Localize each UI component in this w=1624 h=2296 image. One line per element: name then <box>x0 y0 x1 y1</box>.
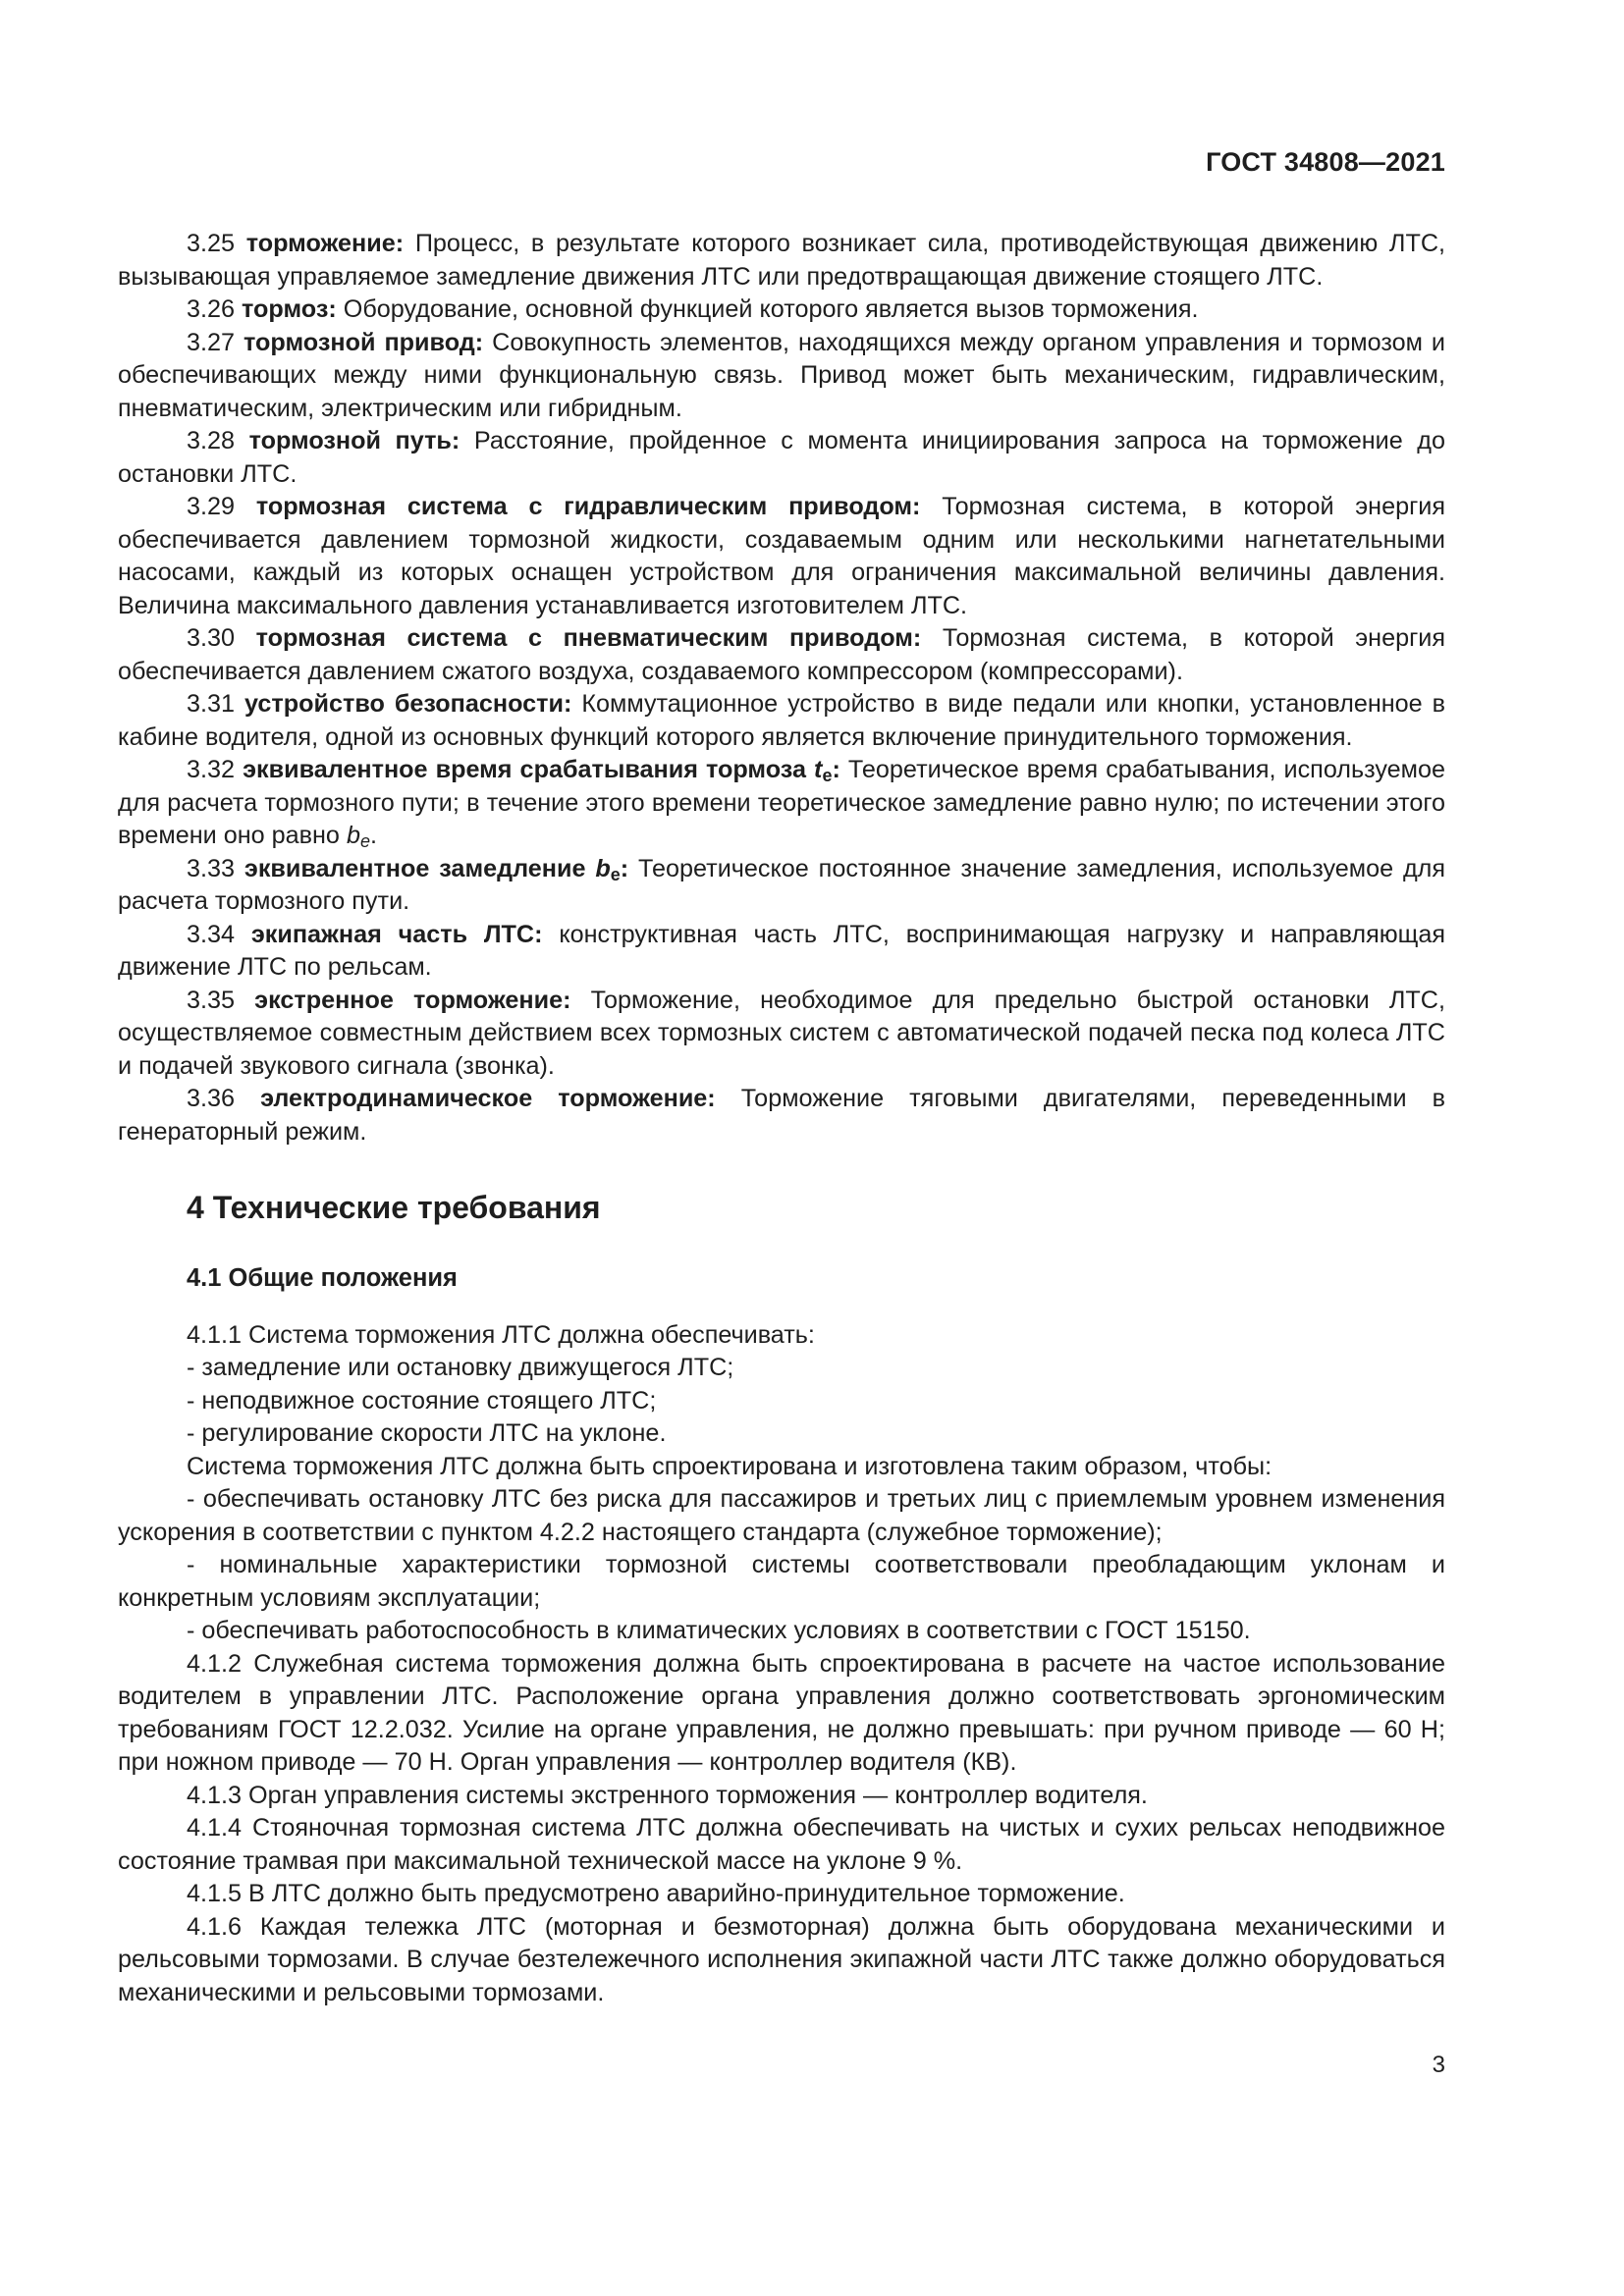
definition-term: экипажная часть ЛТС: <box>250 920 543 948</box>
definition-item: 3.31 устройство безопасности: Коммутационное устройство в виде педали или кнопки, установленное в кабине водителя, одной из основных функций которого является включение принудительного торможения. <box>118 690 1446 751</box>
definition-term: торможение: <box>245 230 405 257</box>
list-item: - неподвижное состояние стоящего ЛТС; <box>187 1386 657 1415</box>
list-item: - обеспечивать работоспособность в климатических условиях в соответствии с ГОСТ 15150. <box>187 1617 1251 1644</box>
definition-3-32: 3.32 эквивалентное время срабатывания тормоза $t_e$: Теоретическое время срабатывания, используемое для расчета тормозного пути; в течение этого времени теоретическое замедление равно нулю; по истечении этого времени оно равно $b_e$. <box>118 756 1446 851</box>
definition-term: эквивалентное замедление $b_e$: <box>244 854 629 884</box>
definitions-block-2 <box>118 919 1445 1149</box>
definition-item: 3.26 тормоз: Оборудование, основной функцией которого является вызов торможения. <box>187 295 1199 323</box>
definition-term: электродинамическое торможение: <box>260 1085 716 1112</box>
definition-item: 3.35 экстренное торможение: Торможение, необходимое для предельно быстрой остановки ЛТС, осуществляемое совместным действием всех тормозных систем с автоматической подачей песка под колеса ЛТС и подачей звукового сигнала (звонка). <box>118 986 1445 1080</box>
definition-item: 3.36 электродинамическое торможение: Торможение тяговыми двигателями, переведенными в генераторный режим. <box>118 1085 1445 1146</box>
clause-item: 4.1.4 Стояночная тормозная система ЛТС должна обеспечивать на чистых и сухих рельсах неподвижное состояние трамвая при максимальной технической массе на уклоне 9 %. <box>118 1814 1445 1875</box>
definition-term: тормозной путь: <box>248 427 460 454</box>
definition-item: 3.29 тормозная система с гидравлическим приводом: Тормозная система, в которой энергия обеспечивается давлением тормозной жидкости, создаваемым одним или несколькими нагнетательными насосами, каждый из которых оснащен устройством для ограничения максимальной величины давления. Величина максимального давления устанавливается изготовителем ЛТС. <box>118 493 1445 619</box>
page-number: 3 <box>1432 2052 1445 2078</box>
definition-term: тормозная система с гидравлическим приводом: <box>255 493 921 520</box>
clause-item: 4.1.5 В ЛТС должно быть предусмотрено аварийно-принудительное торможение. <box>187 1880 1125 1907</box>
list-item: - обеспечивать остановку ЛТС без риска для пассажиров и третьих лиц с приемлемым уровнем изменения ускорения в соответствии с пунктом 4.2.2 настоящего стандарта (служебное торможение); <box>118 1485 1445 1546</box>
list-4-1-1 <box>118 1352 1445 1451</box>
definition-3-33: 3.33 эквивалентное замедление $b_e$: Теоретическое постоянное значение замедления, используемое для расчета тормозного пути. <box>118 854 1446 915</box>
clause-item: 4.1.3 Орган управления системы экстренного торможения — контроллер водителя. <box>187 1781 1148 1809</box>
document-header: ГОСТ 34808—2021 <box>1206 147 1445 177</box>
definition-term: тормозная система с пневматическим приводом: <box>255 624 922 652</box>
design-paragraph: Система торможения ЛТС должна быть спроектирована и изготовлена таким образом, чтобы: <box>187 1452 1272 1480</box>
list-design <box>118 1483 1445 1648</box>
clauses-block <box>118 1648 1445 2010</box>
clause-4-1-1: 4.1.1 Система торможения ЛТС должна обеспечивать: <box>187 1320 815 1349</box>
definitions-block-1 <box>118 228 1445 754</box>
section-title: 4 Технические требования <box>187 1190 601 1225</box>
subsection-title: 4.1 Общие положения <box>187 1264 458 1292</box>
definition-item: 3.25 торможение: Процесс, в результате которого возникает сила, противодействующая движению ЛТС, вызывающая управляемое замедление движения ЛТС или предотвращающая движение стоящего ЛТС. <box>118 230 1446 291</box>
definition-term: эквивалентное время срабатывания тормоза $t_e$: <box>243 756 840 785</box>
definition-item: 3.27 тормозной привод: Совокупность элементов, находящихся между органом управления и тормозом и обеспечивающих между ними функциональную связь. Привод может быть механическим, гидравлическим, пневматическим, электрическим или гибридным. <box>118 328 1445 422</box>
definition-item: 3.30 тормозная система с пневматическим приводом: Тормозная система, в которой энергия обеспечивается давлением сжатого воздуха, создаваемого компрессором (компрессорами). <box>118 624 1445 685</box>
clause-item: 4.1.2 Служебная система торможения должна быть спроектирована в расчете на частое использование водителем в управлении ЛТС. Расположение органа управления должно соответствовать эргономическим требованиям ГОСТ 12.2.032. Усилие на органе управления, не должно превышать: при ручном приводе — 60 Н; при ножном приводе — 70 Н. Орган управления — контроллер водителя (КВ). <box>118 1649 1445 1776</box>
definition-item: 3.28 тормозной путь: Расстояние, пройденное с момента инициирования запроса на торможение до остановки ЛТС. <box>118 427 1446 488</box>
definition-term: тормозной привод: <box>244 328 484 356</box>
list-item: - регулирование скорости ЛТС на уклоне. <box>187 1419 667 1447</box>
document-body <box>118 228 1445 2009</box>
list-item: - замедление или остановку движущегося ЛТС; <box>187 1354 734 1381</box>
definition-term: устройство безопасности: <box>244 690 572 718</box>
list-item: - номинальные характеристики тормозной системы соответствовали преобладающим уклонам и конкретным условиям эксплуатации; <box>118 1551 1445 1612</box>
definition-term: экстренное торможение: <box>254 986 571 1014</box>
definition-item: 3.34 экипажная часть ЛТС: конструктивная часть ЛТС, воспринимающая нагрузку и направляющая движение ЛТС по рельсам. <box>118 920 1445 981</box>
definition-term: тормоз: <box>242 295 337 323</box>
clause-item: 4.1.6 Каждая тележка ЛТС (моторная и безмоторная) должна быть оборудована механическими и рельсовыми тормозами. В случае безтележечного исполнения экипажной части ЛТС также должно оборудоваться механическими и рельсовыми тормозами. <box>118 1912 1445 2006</box>
